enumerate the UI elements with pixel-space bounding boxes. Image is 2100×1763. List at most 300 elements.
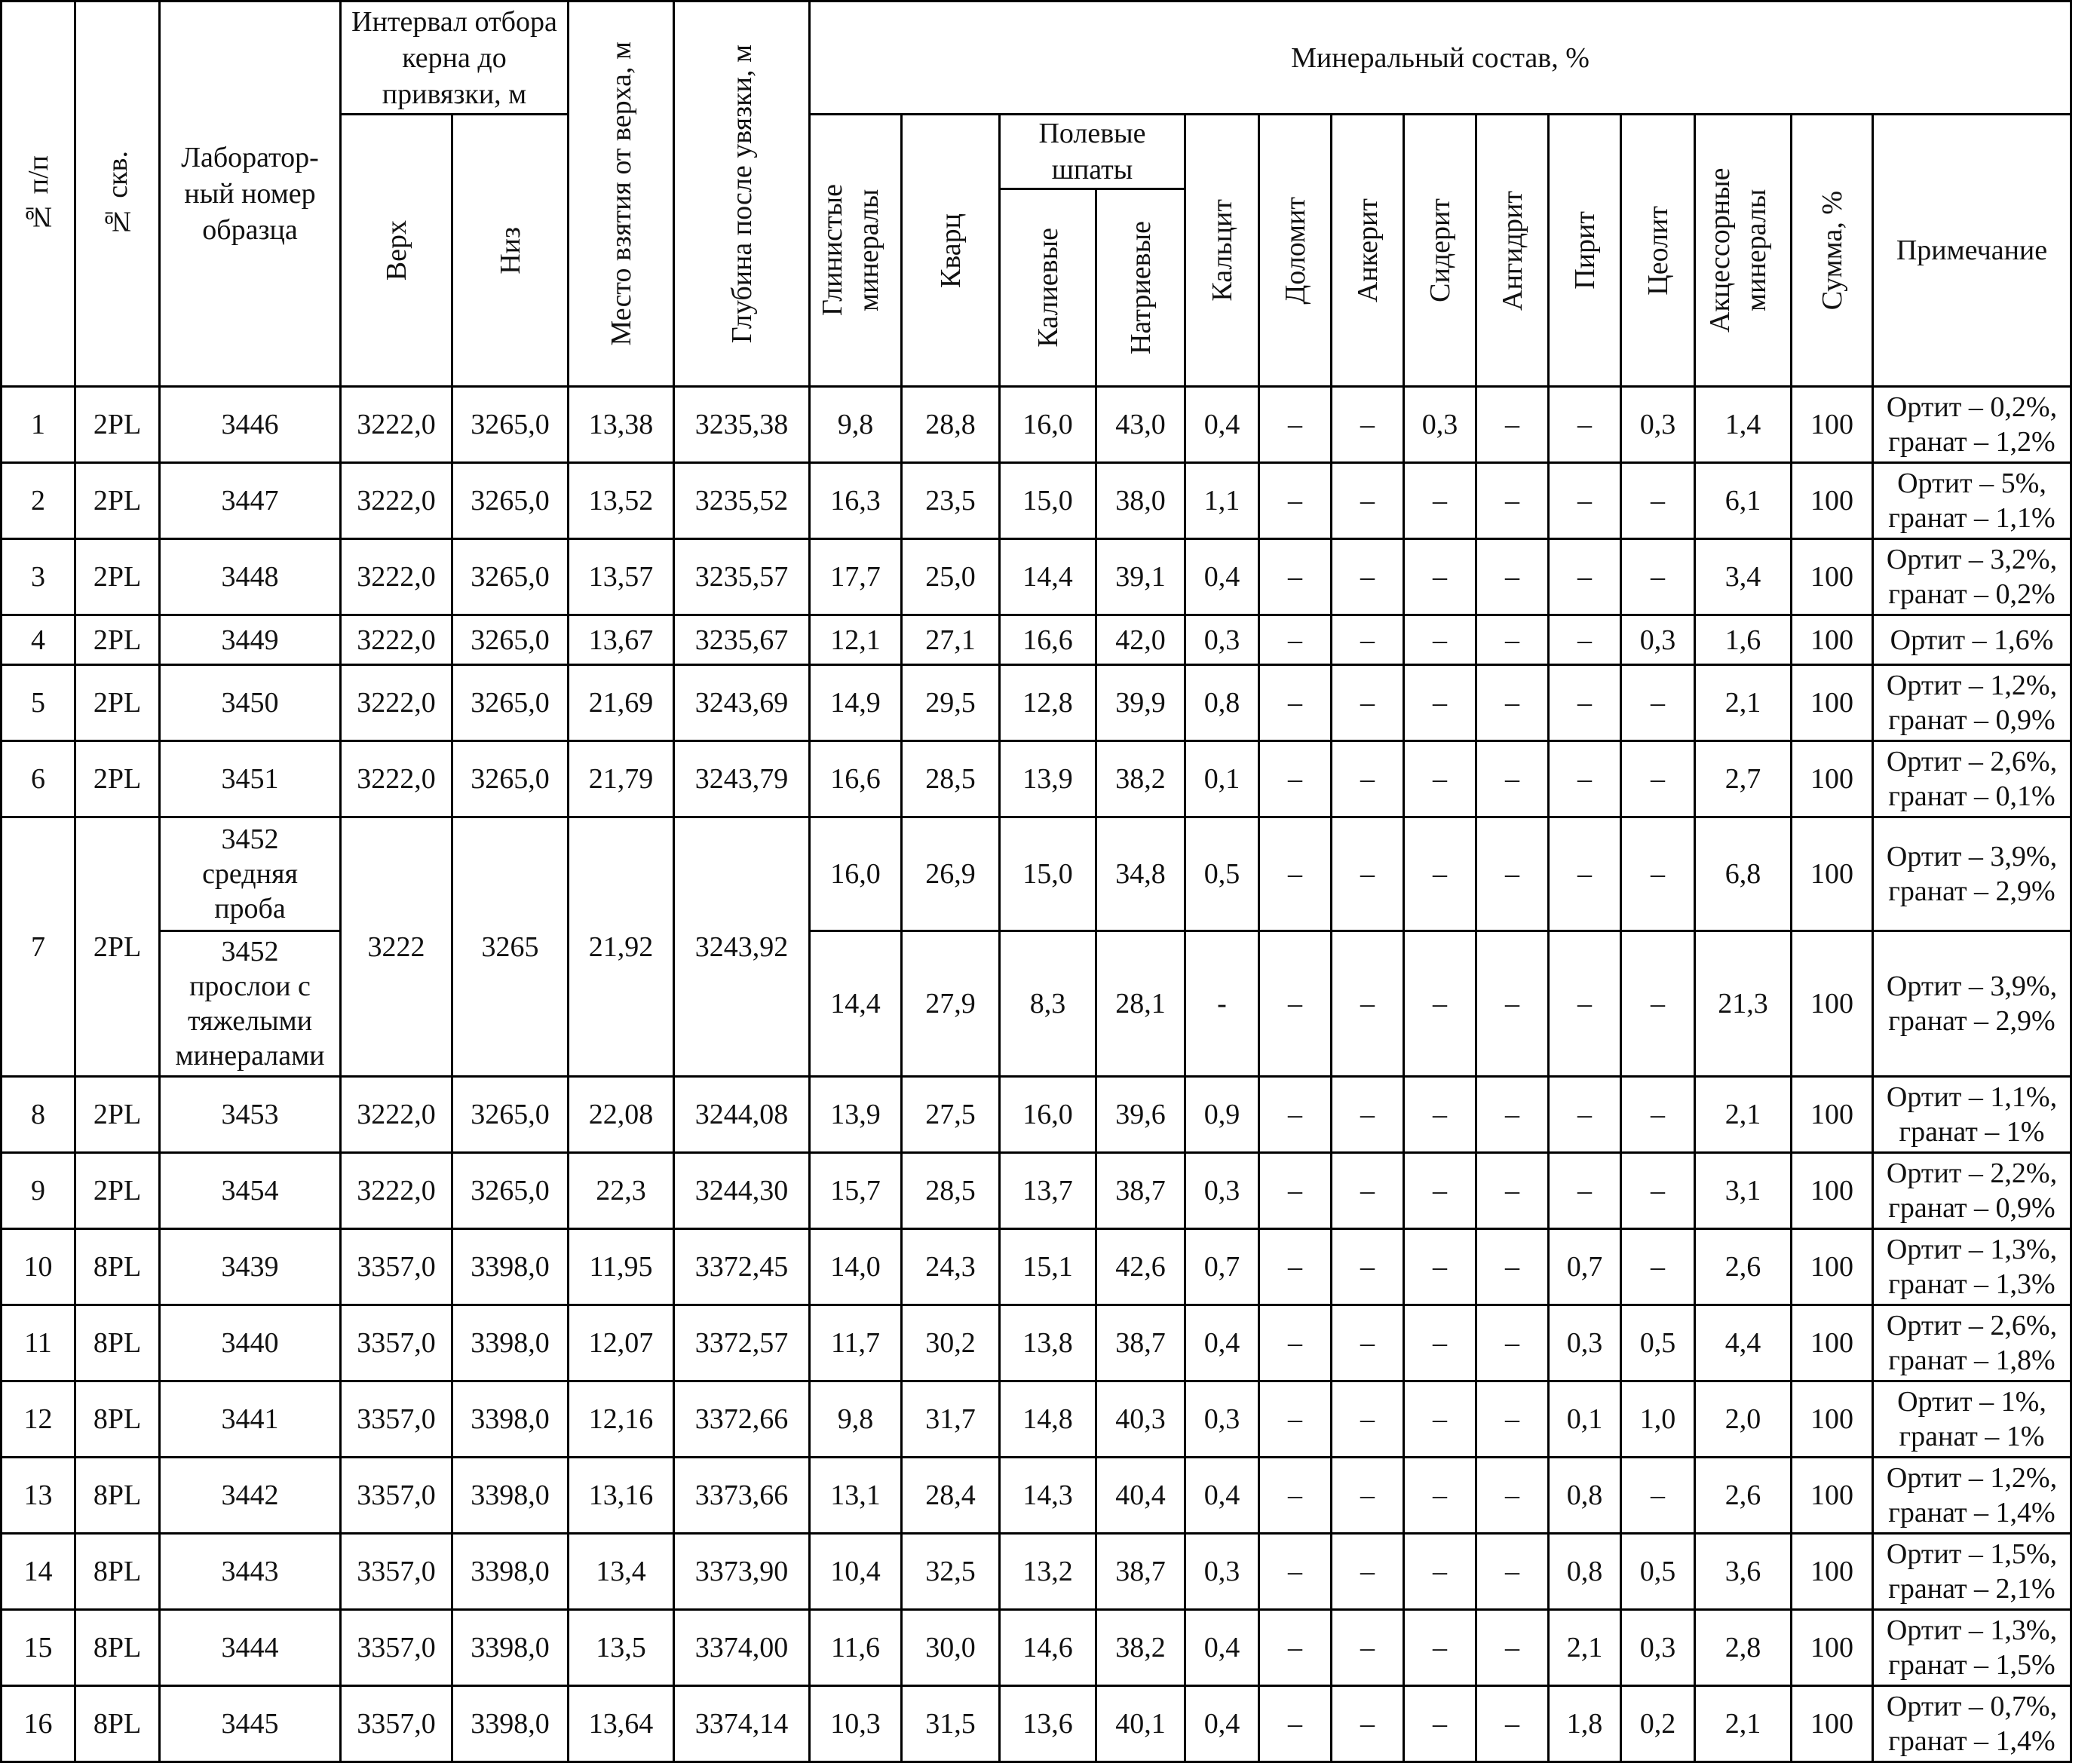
note-line-1: Ортит – 1,2%,: [1886, 670, 2058, 701]
cell-note: [1873, 665, 2071, 741]
col-header-sum-text: Сумма, %: [1816, 190, 1848, 311]
col-header-calcite-text: Кальцит: [1206, 199, 1238, 302]
cell-sum: 100: [1792, 463, 1873, 539]
col-header-k-feldspar-text: Калиевые: [1032, 228, 1064, 348]
table-row: [2, 1153, 2071, 1229]
cell-clay-minerals: 12,1: [810, 615, 902, 665]
cell-sample-place: 21,79: [569, 741, 674, 817]
cell-na-feldspar: 39,1: [1096, 539, 1185, 615]
cell-quartz: 31,7: [902, 1381, 1000, 1458]
cell-calcite: 0,3: [1185, 615, 1259, 665]
cell-lab-number: 3442: [160, 1458, 341, 1534]
cell-clay-minerals: 11,7: [810, 1305, 902, 1381]
col-header-quartz-text: Кварц: [934, 213, 967, 288]
col-header-k-feldspar: [1000, 189, 1096, 387]
cell-interval-bottom: 3265,0: [452, 387, 569, 463]
cell-siderite: –: [1404, 1153, 1476, 1229]
cell-na-feldspar: 43,0: [1096, 387, 1185, 463]
cell-row-number: 2: [2, 463, 75, 539]
cell-quartz: 28,4: [902, 1458, 1000, 1534]
cell-depth-after-tie: 3372,66: [674, 1381, 810, 1458]
cell-zeolite: –: [1621, 463, 1695, 539]
col-header-lab-number: Лаборатор-ный номер образца: [160, 2, 341, 387]
cell-well-number: 2PL: [75, 387, 160, 463]
cell-accessory-minerals: 6,1: [1695, 463, 1792, 539]
cell-na-feldspar: 34,8: [1096, 817, 1185, 931]
cell-quartz: 25,0: [902, 539, 1000, 615]
cell-calcite: 0,4: [1185, 539, 1259, 615]
cell-row-number: 5: [2, 665, 75, 741]
col-header-clay: [810, 115, 902, 387]
cell-note: [1873, 1153, 2071, 1229]
cell-interval-bottom: 3265,0: [452, 539, 569, 615]
cell-calcite: 0,5: [1185, 817, 1259, 931]
cell-well-number: 2PL: [75, 539, 160, 615]
lab-line: средняя: [202, 858, 298, 890]
cell-k-feldspar: 13,2: [1000, 1534, 1096, 1610]
cell-calcite: -: [1185, 931, 1259, 1077]
cell-lab-number: [160, 817, 341, 931]
cell-pyrite: –: [1549, 463, 1621, 539]
cell-siderite: –: [1404, 615, 1476, 665]
cell-pyrite: –: [1549, 615, 1621, 665]
cell-siderite: –: [1404, 1534, 1476, 1610]
cell-na-feldspar: 40,1: [1096, 1686, 1185, 1762]
cell-calcite: 0,7: [1185, 1229, 1259, 1305]
cell-accessory-minerals: 21,3: [1695, 931, 1792, 1077]
cell-sum: 100: [1792, 741, 1873, 817]
cell-well-number: 8PL: [75, 1610, 160, 1686]
cell-depth-after-tie: 3243,79: [674, 741, 810, 817]
cell-siderite: 0,3: [1404, 387, 1476, 463]
cell-note: [1873, 1458, 2071, 1534]
col-header-mineral-composition: Минеральный состав, %: [810, 2, 2071, 115]
cell-sum: 100: [1792, 1077, 1873, 1153]
cell-well-number: 8PL: [75, 1229, 160, 1305]
col-header-accessory: [1695, 115, 1792, 387]
cell-sample-place: 22,08: [569, 1077, 674, 1153]
table-row: [2, 665, 2071, 741]
cell-sample-place: 13,38: [569, 387, 674, 463]
cell-anhydrite: –: [1476, 1381, 1549, 1458]
note-line-1: Ортит – 1%,: [1897, 1386, 2046, 1418]
cell-clay-minerals: 10,4: [810, 1534, 902, 1610]
col-header-pyrite-text: Пирит: [1568, 211, 1601, 290]
cell-clay-minerals: 17,7: [810, 539, 902, 615]
cell-siderite: –: [1404, 665, 1476, 741]
cell-na-feldspar: 39,9: [1096, 665, 1185, 741]
col-header-pyrite: [1549, 115, 1621, 387]
cell-siderite: –: [1404, 463, 1476, 539]
cell-interval-bottom: 3398,0: [452, 1534, 569, 1610]
cell-dolomite: –: [1259, 615, 1332, 665]
col-header-note: Примечание: [1873, 115, 2071, 387]
cell-zeolite: 0,5: [1621, 1305, 1695, 1381]
cell-calcite: 0,3: [1185, 1153, 1259, 1229]
cell-sum: 100: [1792, 1229, 1873, 1305]
cell-zeolite: –: [1621, 1153, 1695, 1229]
cell-row-number: 3: [2, 539, 75, 615]
cell-dolomite: –: [1259, 387, 1332, 463]
cell-na-feldspar: 42,0: [1096, 615, 1185, 665]
cell-siderite: –: [1404, 931, 1476, 1077]
cell-anhydrite: –: [1476, 1077, 1549, 1153]
cell-row-number: 13: [2, 1458, 75, 1534]
cell-sum: 100: [1792, 539, 1873, 615]
cell-na-feldspar: 38,7: [1096, 1153, 1185, 1229]
cell-sample-place: 13,4: [569, 1534, 674, 1610]
note-line-2: гранат – 0,9%: [1888, 1192, 2056, 1224]
cell-pyrite: 0,1: [1549, 1381, 1621, 1458]
cell-sum: 100: [1792, 1305, 1873, 1381]
col-header-place-text: Место взятия от верха, м: [605, 41, 637, 346]
cell-ankerite: –: [1332, 931, 1404, 1077]
table-row: [2, 1458, 2071, 1534]
cell-calcite: 0,3: [1185, 1381, 1259, 1458]
cell-sample-place: 21,69: [569, 665, 674, 741]
cell-ankerite: –: [1332, 615, 1404, 665]
cell-accessory-minerals: 2,1: [1695, 665, 1792, 741]
cell-dolomite: –: [1259, 1686, 1332, 1762]
cell-sum: 100: [1792, 615, 1873, 665]
col-header-depth: [674, 2, 810, 387]
col-header-anhydrite-text: Ангидрит: [1496, 190, 1528, 311]
cell-dolomite: –: [1259, 1458, 1332, 1534]
cell-k-feldspar: 15,0: [1000, 463, 1096, 539]
cell-clay-minerals: 16,0: [810, 817, 902, 931]
cell-depth-after-tie: 3235,57: [674, 539, 810, 615]
cell-clay-minerals: 13,1: [810, 1458, 902, 1534]
col-header-anhydrite: [1476, 115, 1549, 387]
cell-accessory-minerals: 1,4: [1695, 387, 1792, 463]
cell-pyrite: 0,8: [1549, 1534, 1621, 1610]
cell-ankerite: –: [1332, 665, 1404, 741]
note-line-1: Ортит – 3,9%,: [1886, 970, 2058, 1002]
cell-interval-top: 3222: [341, 817, 452, 1077]
col-header-quartz: [902, 115, 1000, 387]
cell-dolomite: –: [1259, 1229, 1332, 1305]
cell-interval-top: 3222,0: [341, 1153, 452, 1229]
cell-calcite: 0,3: [1185, 1534, 1259, 1610]
cell-well-number: 2PL: [75, 1153, 160, 1229]
cell-anhydrite: –: [1476, 1458, 1549, 1534]
cell-interval-top: 3357,0: [341, 1305, 452, 1381]
cell-anhydrite: –: [1476, 615, 1549, 665]
cell-lab-number: 3451: [160, 741, 341, 817]
cell-interval-top: 3222,0: [341, 539, 452, 615]
lab-line: 3452: [221, 936, 279, 967]
cell-well-number: 2PL: [75, 615, 160, 665]
cell-accessory-minerals: 2,8: [1695, 1610, 1792, 1686]
col-header-dolomite: [1259, 115, 1332, 387]
note-line-2: гранат – 1,3%: [1888, 1268, 2056, 1300]
cell-ankerite: –: [1332, 539, 1404, 615]
cell-sum: 100: [1792, 1381, 1873, 1458]
cell-k-feldspar: 13,8: [1000, 1305, 1096, 1381]
cell-interval-top: 3222,0: [341, 463, 452, 539]
cell-k-feldspar: 14,6: [1000, 1610, 1096, 1686]
cell-accessory-minerals: 3,6: [1695, 1534, 1792, 1610]
cell-clay-minerals: 10,3: [810, 1686, 902, 1762]
cell-accessory-minerals: 3,4: [1695, 539, 1792, 615]
cell-dolomite: –: [1259, 539, 1332, 615]
lab-line: минералами: [175, 1040, 325, 1072]
col-header-na-feldspar: [1096, 189, 1185, 387]
note-line-1: Ортит – 1,2%,: [1886, 1462, 2058, 1494]
cell-pyrite: 0,8: [1549, 1458, 1621, 1534]
note-line-2: гранат – 1,5%: [1888, 1649, 2056, 1681]
cell-dolomite: –: [1259, 1534, 1332, 1610]
cell-calcite: 0,4: [1185, 1458, 1259, 1534]
col-header-siderite-text: Сидерит: [1424, 198, 1456, 302]
cell-clay-minerals: 14,0: [810, 1229, 902, 1305]
col-header-accessory-text: Акцессорные минералы: [1703, 167, 1772, 333]
cell-sample-place: 22,3: [569, 1153, 674, 1229]
cell-k-feldspar: 15,1: [1000, 1229, 1096, 1305]
cell-zeolite: –: [1621, 931, 1695, 1077]
cell-interval-top: 3357,0: [341, 1534, 452, 1610]
col-header-siderite: [1404, 115, 1476, 387]
cell-well-number: 2PL: [75, 665, 160, 741]
cell-sample-place: 21,92: [569, 817, 674, 1077]
cell-calcite: 0,4: [1185, 387, 1259, 463]
cell-row-number: 14: [2, 1534, 75, 1610]
cell-quartz: 28,5: [902, 1153, 1000, 1229]
cell-row-number: 15: [2, 1610, 75, 1686]
note-line-1: Ортит – 3,9%,: [1886, 841, 2058, 872]
cell-zeolite: 0,5: [1621, 1534, 1695, 1610]
cell-pyrite: 2,1: [1549, 1610, 1621, 1686]
cell-well-number: 2PL: [75, 817, 160, 1077]
cell-interval-bottom: 3398,0: [452, 1686, 569, 1762]
cell-na-feldspar: 38,2: [1096, 1610, 1185, 1686]
col-header-depth-text: Глубина после увязки, м: [725, 44, 758, 344]
note-line-2: гранат – 1%: [1899, 1116, 2045, 1148]
cell-depth-after-tie: 3372,45: [674, 1229, 810, 1305]
cell-quartz: 30,0: [902, 1610, 1000, 1686]
cell-pyrite: –: [1549, 387, 1621, 463]
cell-note: [1873, 1305, 2071, 1381]
cell-sum: 100: [1792, 1458, 1873, 1534]
cell-na-feldspar: 38,7: [1096, 1305, 1185, 1381]
note-line-2: гранат – 1,4%: [1888, 1725, 2056, 1757]
cell-interval-top: 3357,0: [341, 1381, 452, 1458]
cell-sample-place: 13,57: [569, 539, 674, 615]
cell-interval-bottom: 3265,0: [452, 741, 569, 817]
cell-dolomite: –: [1259, 1077, 1332, 1153]
col-header-interval: Интервал отбора керна до привязки, м: [341, 2, 569, 115]
cell-accessory-minerals: 3,1: [1695, 1153, 1792, 1229]
cell-pyrite: 0,7: [1549, 1229, 1621, 1305]
cell-siderite: –: [1404, 741, 1476, 817]
cell-k-feldspar: 16,0: [1000, 1077, 1096, 1153]
note-line-1: Ортит – 1,6%: [1890, 624, 2054, 656]
cell-dolomite: –: [1259, 1381, 1332, 1458]
col-header-top: [341, 115, 452, 387]
cell-pyrite: –: [1549, 665, 1621, 741]
cell-dolomite: –: [1259, 665, 1332, 741]
cell-note: [1873, 615, 2071, 665]
cell-interval-bottom: 3265,0: [452, 1077, 569, 1153]
cell-accessory-minerals: 4,4: [1695, 1305, 1792, 1381]
cell-k-feldspar: 14,8: [1000, 1381, 1096, 1458]
cell-note: [1873, 539, 2071, 615]
cell-clay-minerals: 16,6: [810, 741, 902, 817]
cell-siderite: –: [1404, 1077, 1476, 1153]
cell-anhydrite: –: [1476, 1610, 1549, 1686]
cell-na-feldspar: 38,0: [1096, 463, 1185, 539]
table-row: [2, 1686, 2071, 1762]
cell-depth-after-tie: 3235,52: [674, 463, 810, 539]
cell-lab-number: 3450: [160, 665, 341, 741]
cell-sample-place: 12,16: [569, 1381, 674, 1458]
cell-depth-after-tie: 3374,00: [674, 1610, 810, 1686]
col-header-zeolite-text: Цеолит: [1642, 205, 1674, 296]
cell-row-number: 8: [2, 1077, 75, 1153]
cell-row-number: 11: [2, 1305, 75, 1381]
cell-calcite: 0,4: [1185, 1686, 1259, 1762]
cell-sample-place: 13,5: [569, 1610, 674, 1686]
cell-row-number: 4: [2, 615, 75, 665]
cell-interval-top: 3357,0: [341, 1229, 452, 1305]
cell-ankerite: –: [1332, 1153, 1404, 1229]
cell-clay-minerals: 14,4: [810, 931, 902, 1077]
cell-quartz: 24,3: [902, 1229, 1000, 1305]
cell-interval-bottom: 3398,0: [452, 1610, 569, 1686]
note-line-2: гранат – 0,2%: [1888, 578, 2056, 610]
cell-lab-number: 3440: [160, 1305, 341, 1381]
cell-k-feldspar: 13,9: [1000, 741, 1096, 817]
cell-sum: 100: [1792, 817, 1873, 931]
cell-note: [1873, 1381, 2071, 1458]
cell-quartz: 23,5: [902, 463, 1000, 539]
cell-siderite: –: [1404, 817, 1476, 931]
cell-zeolite: 0,2: [1621, 1686, 1695, 1762]
cell-dolomite: –: [1259, 1305, 1332, 1381]
cell-well-number: 8PL: [75, 1305, 160, 1381]
table-row: [2, 1077, 2071, 1153]
cell-anhydrite: –: [1476, 665, 1549, 741]
cell-quartz: 27,1: [902, 615, 1000, 665]
cell-note: [1873, 1229, 2071, 1305]
note-line-1: Ортит – 2,6%,: [1886, 1310, 2058, 1341]
cell-k-feldspar: 14,4: [1000, 539, 1096, 615]
cell-well-number: 8PL: [75, 1381, 160, 1458]
cell-row-number: 7: [2, 817, 75, 1077]
cell-interval-bottom: 3398,0: [452, 1458, 569, 1534]
table-row: [2, 1381, 2071, 1458]
cell-zeolite: –: [1621, 665, 1695, 741]
col-header-clay-text: Глинистые минералы: [816, 184, 884, 317]
cell-interval-bottom: 3265: [452, 817, 569, 1077]
cell-k-feldspar: 13,6: [1000, 1686, 1096, 1762]
cell-na-feldspar: 40,3: [1096, 1381, 1185, 1458]
cell-na-feldspar: 39,6: [1096, 1077, 1185, 1153]
cell-sample-place: 13,67: [569, 615, 674, 665]
cell-quartz: 27,5: [902, 1077, 1000, 1153]
note-line-2: гранат – 1%: [1899, 1421, 2045, 1452]
note-line-2: гранат – 2,1%: [1888, 1573, 2056, 1605]
cell-anhydrite: –: [1476, 741, 1549, 817]
cell-dolomite: –: [1259, 741, 1332, 817]
cell-k-feldspar: 15,0: [1000, 817, 1096, 931]
cell-depth-after-tie: 3243,92: [674, 817, 810, 1077]
cell-interval-top: 3222,0: [341, 665, 452, 741]
cell-note: [1873, 1534, 2071, 1610]
col-header-num: [2, 2, 75, 387]
cell-interval-bottom: 3398,0: [452, 1381, 569, 1458]
cell-interval-bottom: 3265,0: [452, 615, 569, 665]
cell-zeolite: –: [1621, 1229, 1695, 1305]
col-header-bottom: [452, 115, 569, 387]
cell-clay-minerals: 13,9: [810, 1077, 902, 1153]
note-line-1: Ортит – 1,3%,: [1886, 1234, 2058, 1265]
note-line-1: Ортит – 1,3%,: [1886, 1614, 2058, 1646]
cell-na-feldspar: 42,6: [1096, 1229, 1185, 1305]
cell-quartz: 32,5: [902, 1534, 1000, 1610]
note-line-2: гранат – 2,9%: [1888, 875, 2056, 907]
cell-sample-place: 13,64: [569, 1686, 674, 1762]
cell-k-feldspar: 14,3: [1000, 1458, 1096, 1534]
cell-zeolite: 0,3: [1621, 387, 1695, 463]
table-row: [2, 931, 2071, 1077]
table-row: [2, 1534, 2071, 1610]
cell-clay-minerals: 16,3: [810, 463, 902, 539]
cell-note: [1873, 387, 2071, 463]
table-row: [2, 1610, 2071, 1686]
cell-zeolite: 0,3: [1621, 615, 1695, 665]
cell-clay-minerals: 9,8: [810, 1381, 902, 1458]
cell-ankerite: –: [1332, 1534, 1404, 1610]
col-header-dolomite-text: Доломит: [1279, 196, 1311, 305]
cell-na-feldspar: 38,2: [1096, 741, 1185, 817]
cell-accessory-minerals: 2,1: [1695, 1686, 1792, 1762]
cell-sum: 100: [1792, 1153, 1873, 1229]
cell-sample-place: 13,16: [569, 1458, 674, 1534]
cell-siderite: –: [1404, 1381, 1476, 1458]
cell-anhydrite: –: [1476, 1686, 1549, 1762]
note-line-1: Ортит – 2,2%,: [1886, 1157, 2058, 1189]
cell-ankerite: –: [1332, 741, 1404, 817]
col-header-num-text: № п/п: [22, 155, 54, 233]
cell-lab-number: 3449: [160, 615, 341, 665]
cell-pyrite: –: [1549, 1077, 1621, 1153]
cell-clay-minerals: 14,9: [810, 665, 902, 741]
note-line-1: Ортит – 2,6%,: [1886, 746, 2058, 777]
cell-lab-number: 3443: [160, 1534, 341, 1610]
col-header-ankerite: [1332, 115, 1404, 387]
cell-row-number: 1: [2, 387, 75, 463]
table-body: [2, 387, 2071, 1762]
cell-sum: 100: [1792, 1610, 1873, 1686]
note-line-1: Ортит – 3,2%,: [1886, 544, 2058, 575]
cell-interval-bottom: 3265,0: [452, 463, 569, 539]
cell-dolomite: –: [1259, 1610, 1332, 1686]
cell-ankerite: –: [1332, 1229, 1404, 1305]
cell-quartz: 29,5: [902, 665, 1000, 741]
cell-zeolite: 0,3: [1621, 1610, 1695, 1686]
cell-siderite: –: [1404, 1458, 1476, 1534]
cell-na-feldspar: 28,1: [1096, 931, 1185, 1077]
cell-depth-after-tie: 3373,90: [674, 1534, 810, 1610]
cell-pyrite: 0,3: [1549, 1305, 1621, 1381]
cell-k-feldspar: 13,7: [1000, 1153, 1096, 1229]
cell-note: [1873, 1610, 2071, 1686]
cell-row-number: 6: [2, 741, 75, 817]
cell-depth-after-tie: 3235,67: [674, 615, 810, 665]
cell-lab-number: 3454: [160, 1153, 341, 1229]
col-header-calcite: [1185, 115, 1259, 387]
